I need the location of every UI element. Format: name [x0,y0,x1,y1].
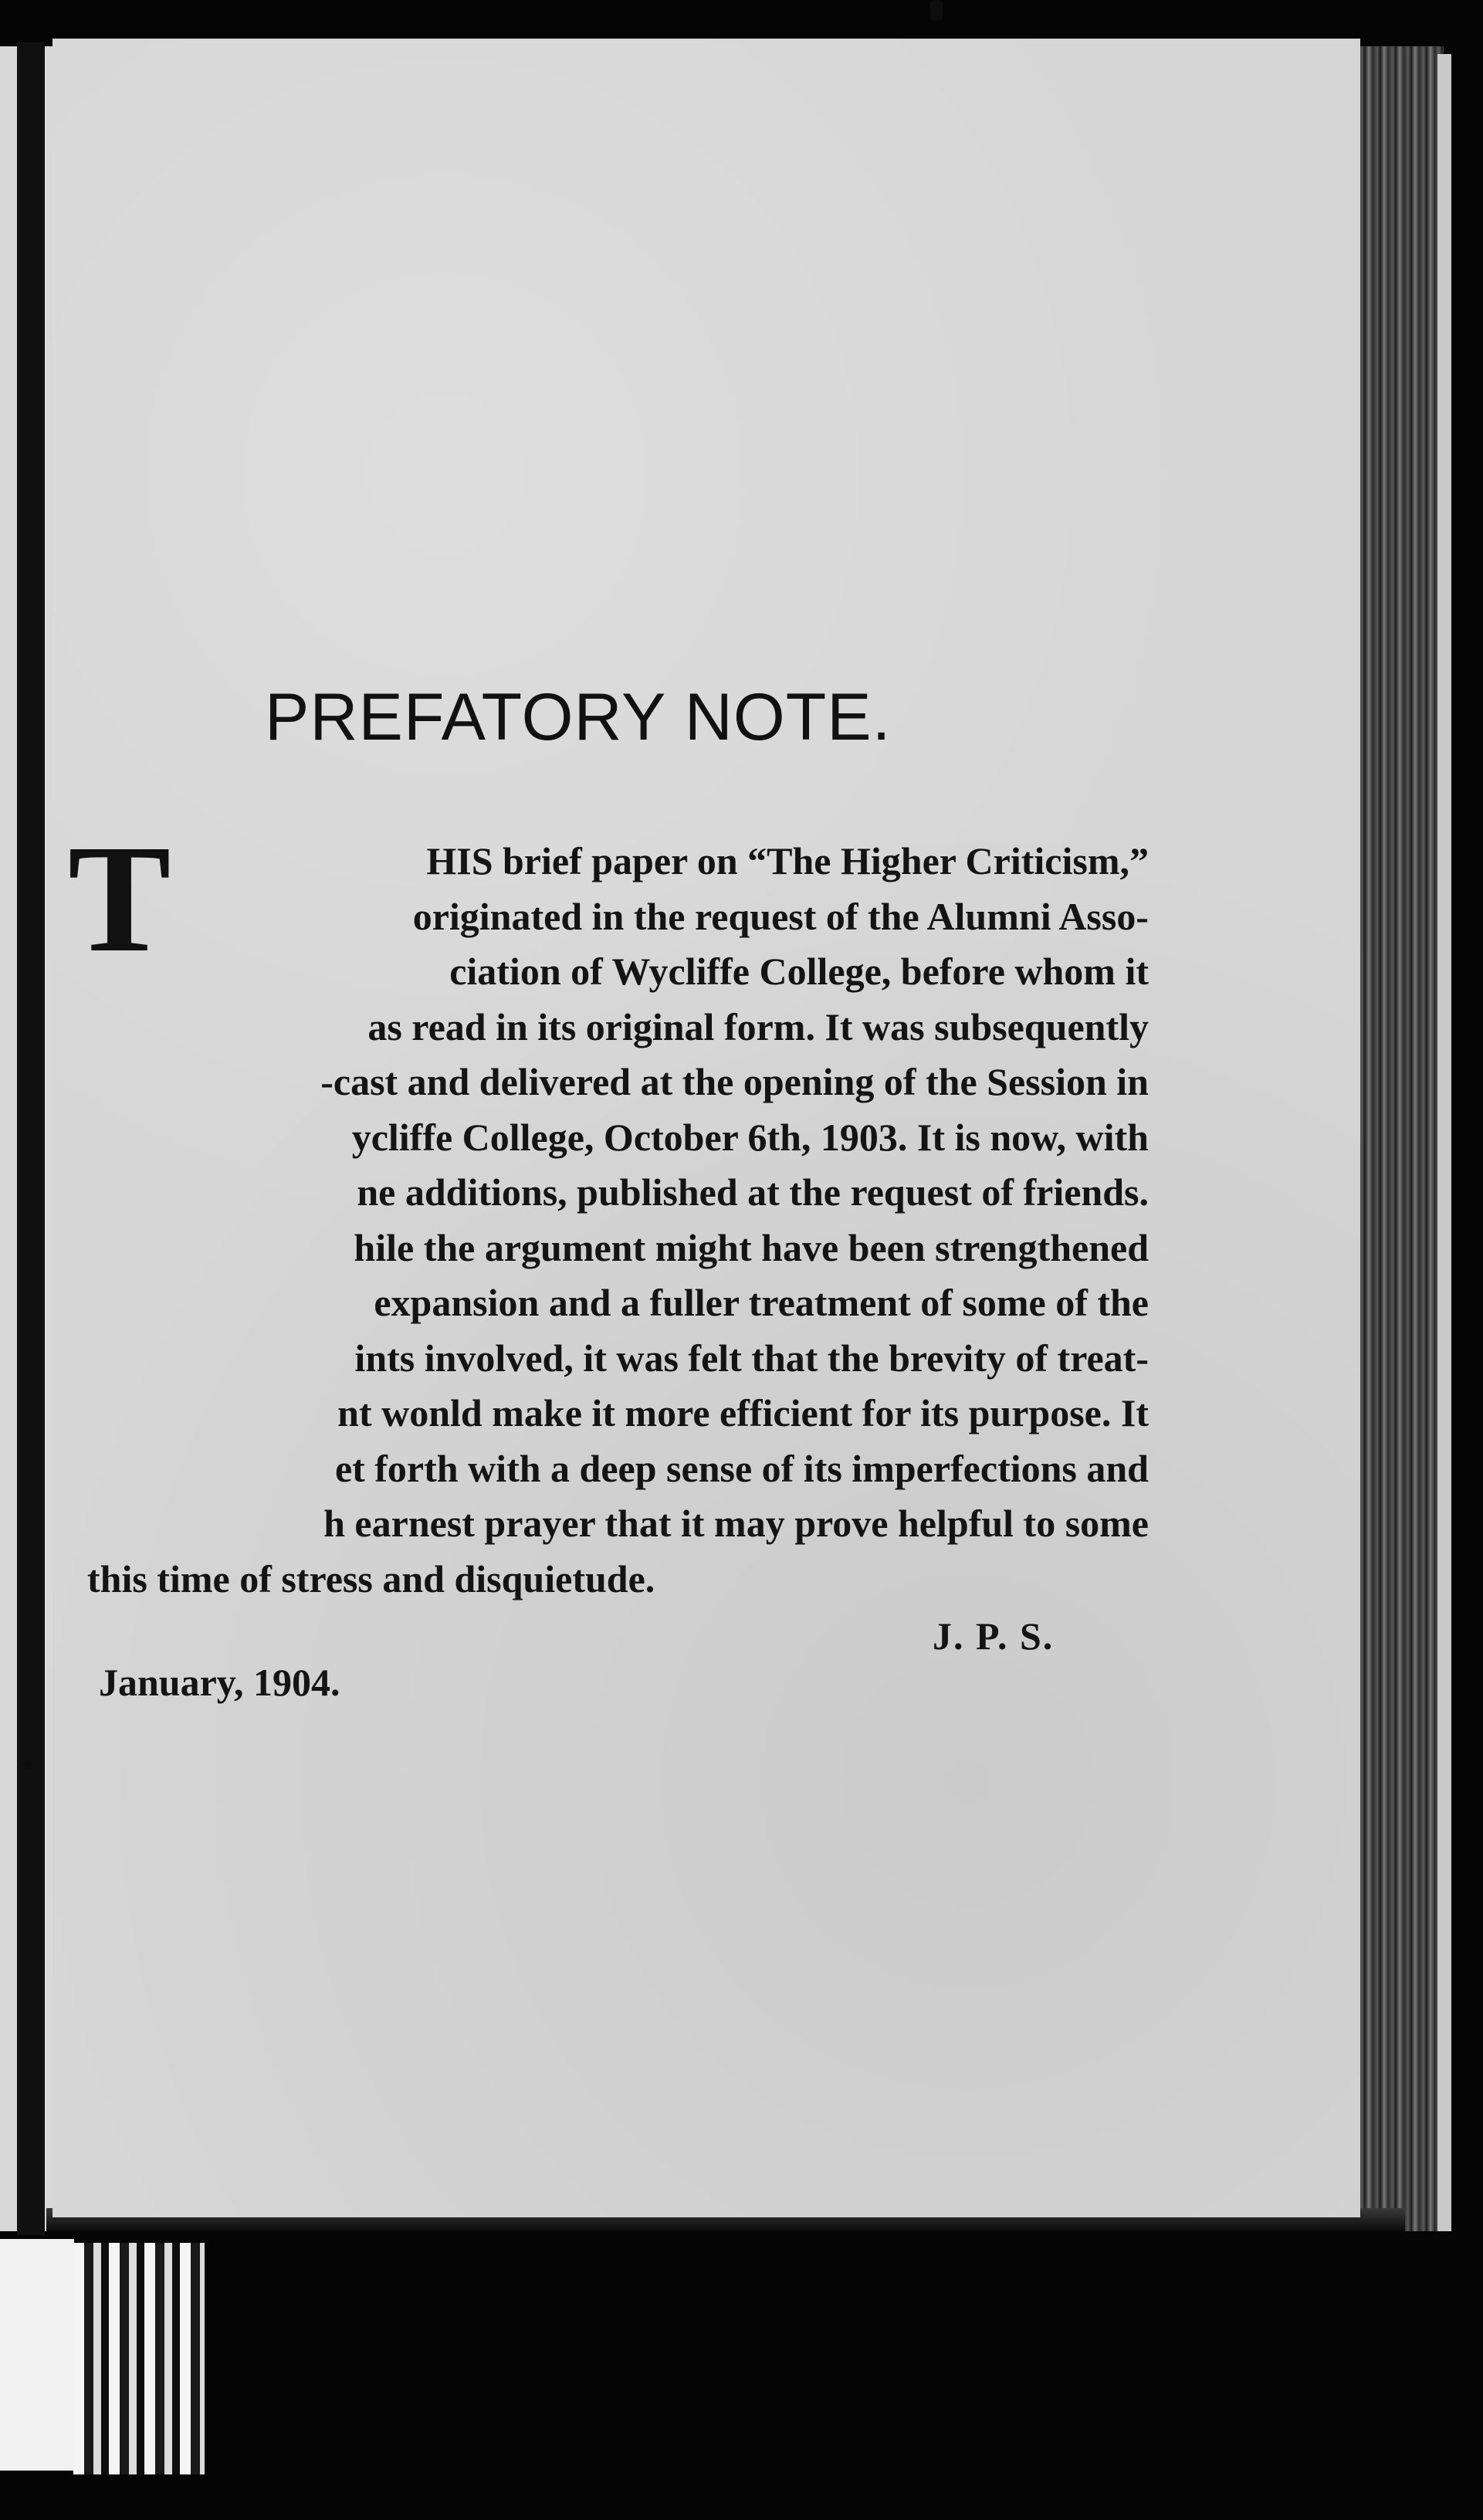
page-title: PREFATORY NOTE. [265,680,892,754]
text-line: this time of stress and disquietude. [87,1556,655,1600]
text-line: -cast and delivered at the opening of the Session in [320,1060,1149,1103]
left-page-bottom [0,2239,74,2471]
text-line: as read in its original form. It was subsequently [367,1004,1149,1048]
ink-speck [23,1760,32,1770]
note-paragraph [52,814,1149,1607]
ink-speck [930,0,943,20]
text-line: ints involved, it was felt that the brevity of treat- [354,1336,1149,1380]
author-initials: J. P. S. [933,1614,1055,1658]
text-line: HIS brief paper on “The Higher Criticism,” [426,839,1149,882]
text-line: ciation of Wycliffe College, before whom it [449,950,1149,993]
text-line: originated in the request of the Alumni Asso- [412,894,1149,938]
text-line: ycliffe College, October 6th, 1903. It is now, with [351,1115,1149,1159]
text-line: h earnest prayer that it may prove helpful to some [323,1502,1149,1545]
text-line: et forth with a deep sense of its imperfections and [334,1446,1149,1490]
drop-cap: T [68,814,171,984]
binding-spine [17,42,45,2235]
text-line: nt wonld make it more efficient for its purpose. It [337,1391,1149,1434]
text-line: ne additions, published at the request of friends. [357,1170,1149,1214]
date-line: January, 1904. [99,1661,340,1704]
binding-threads [73,2243,205,2474]
book-page [52,39,1360,2217]
text-line: hile the argument might have been strengthened [354,1225,1149,1269]
cover-edge [1437,54,1451,2231]
text-line: expansion and a fuller treatment of some of the [374,1281,1149,1324]
